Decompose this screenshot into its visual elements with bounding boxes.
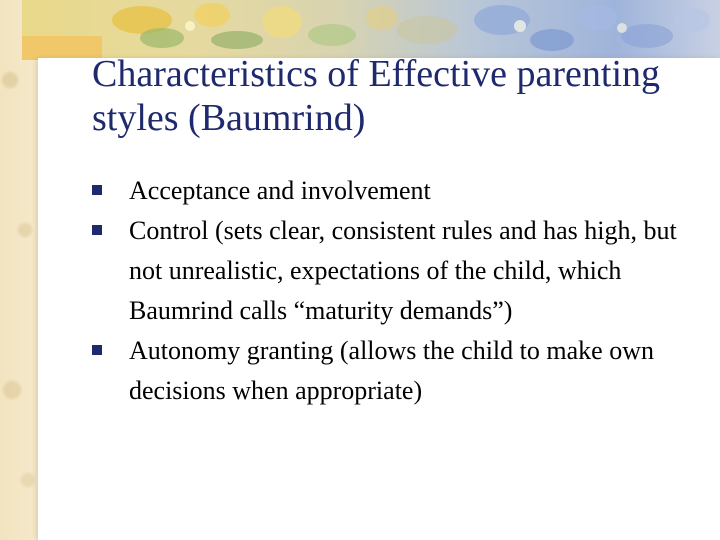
bullet-text: Autonomy granting (allows the child to make own decisions when appropriate) [129,336,654,405]
floral-banner-image [22,0,720,60]
square-bullet-icon [92,225,102,235]
square-bullet-icon [92,185,102,195]
slide-title: Characteristics of Effective parenting styles (Baumrind) [92,53,660,139]
bullet-list [92,171,707,411]
bullet-item [92,171,707,211]
bullet-text: Control (sets clear, consistent rules and has high, but not unrealistic, expectations of the child, which Baumrind calls “maturity demands”) [129,216,677,325]
parchment-margin [0,0,40,540]
square-bullet-icon [92,345,102,355]
bullet-item [92,331,707,411]
bullet-text: Acceptance and involvement [129,176,431,205]
bullet-item [92,211,707,331]
